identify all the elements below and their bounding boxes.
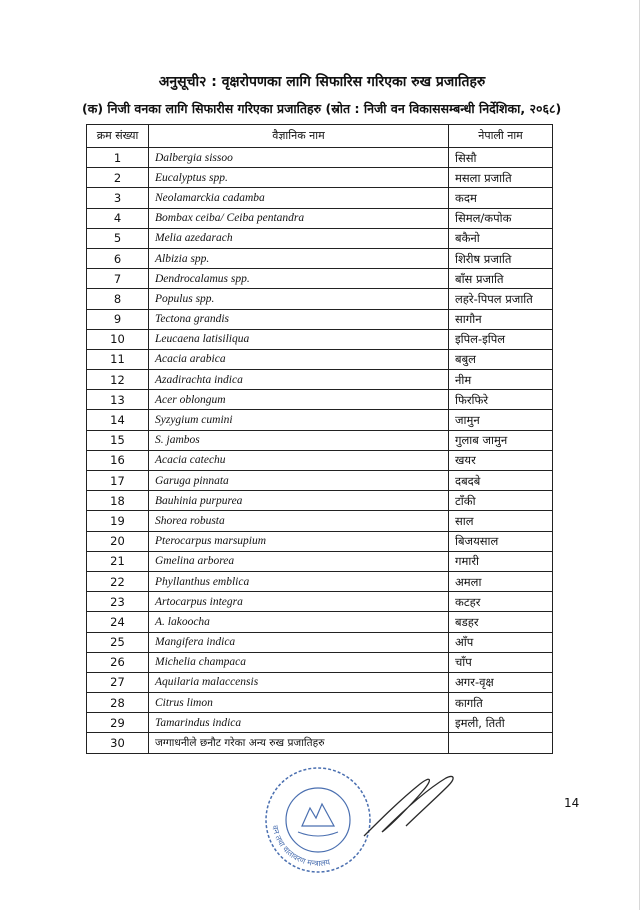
nepali-name-cell: सिसौ (449, 148, 553, 168)
nepali-name-cell: गुलाब जामुन (449, 430, 553, 450)
document-subtitle: (क) निजी वनका लागि सिफारीस गरिएका प्रजातिहरु (स्रोत : निजी वन विकाससम्बन्धी निर्देशिका, २०६८) (82, 101, 562, 116)
nepali-name-cell: कटहर (449, 592, 553, 612)
nepali-name-cell: बिजयसाल (449, 531, 553, 551)
nepali-name-cell: नीम (449, 370, 553, 390)
serial-number-cell: 4 (87, 208, 149, 228)
nepali-name-cell: बडहर (449, 612, 553, 632)
table-row (87, 652, 553, 672)
table-row (87, 672, 553, 692)
nepali-name-cell: टाँकी (449, 491, 553, 511)
scientific-name-cell: Tectona grandis (149, 309, 449, 329)
scientific-name-cell: Acacia catechu (149, 450, 449, 470)
table-row (87, 471, 553, 491)
serial-number-cell: 12 (87, 370, 149, 390)
page-number: 14 (564, 796, 580, 810)
page-edge (639, 0, 640, 910)
table-row (87, 511, 553, 531)
nepali-name-cell: सागौन (449, 309, 553, 329)
serial-number-cell: 28 (87, 693, 149, 713)
serial-number-cell: 21 (87, 551, 149, 571)
table-body (87, 148, 553, 754)
serial-number-cell: 24 (87, 612, 149, 632)
table-row (87, 430, 553, 450)
table-row (87, 329, 553, 349)
scientific-name-cell: S. jambos (149, 430, 449, 450)
serial-number-cell: 2 (87, 168, 149, 188)
nepali-name-cell: फिरफिरे (449, 390, 553, 410)
header-serial: क्रम संख्या (87, 125, 149, 148)
serial-number-cell: 1 (87, 148, 149, 168)
nepali-name-cell: मसला प्रजाति (449, 168, 553, 188)
serial-number-cell: 11 (87, 349, 149, 369)
table-row (87, 733, 553, 753)
table-row (87, 370, 553, 390)
nepali-name-cell: बकैनो (449, 228, 553, 248)
scientific-name-cell: Eucalyptus spp. (149, 168, 449, 188)
document-title: अनुसूची२ : वृक्षरोपणका लागि सिफारिस गरिएका रुख प्रजातिहरु (158, 74, 486, 90)
nepali-name-cell: बबुल (449, 349, 553, 369)
serial-number-cell: 26 (87, 652, 149, 672)
header-scientific-name: वैज्ञानिक नाम (149, 125, 449, 148)
table-row (87, 632, 553, 652)
scientific-name-cell: Albizia spp. (149, 248, 449, 268)
serial-number-cell: 27 (87, 672, 149, 692)
table-row (87, 571, 553, 591)
serial-number-cell: 17 (87, 471, 149, 491)
table-row (87, 289, 553, 309)
serial-number-cell: 9 (87, 309, 149, 329)
serial-number-cell: 30 (87, 733, 149, 753)
table-row (87, 148, 553, 168)
serial-number-cell: 14 (87, 410, 149, 430)
nepali-name-cell: साल (449, 511, 553, 531)
scientific-name-cell: Pterocarpus marsupium (149, 531, 449, 551)
nepali-name-cell: अगर-वृक्ष (449, 672, 553, 692)
scientific-name-cell: Bombax ceiba/ Ceiba pentandra (149, 208, 449, 228)
nepali-name-cell: कागति (449, 693, 553, 713)
nepali-name-cell: खयर (449, 450, 553, 470)
scientific-name-cell: Leucaena latisiliqua (149, 329, 449, 349)
nepali-name-cell: शिरीष प्रजाति (449, 248, 553, 268)
nepali-name-cell: बाँस प्रजाति (449, 269, 553, 289)
serial-number-cell: 3 (87, 188, 149, 208)
scientific-name-cell: Mangifera indica (149, 632, 449, 652)
nepali-name-cell: गमारी (449, 551, 553, 571)
table-row (87, 188, 553, 208)
serial-number-cell: 5 (87, 228, 149, 248)
table-row (87, 693, 553, 713)
scientific-name-cell: Shorea robusta (149, 511, 449, 531)
scientific-name-cell: Melia azedarach (149, 228, 449, 248)
serial-number-cell: 23 (87, 592, 149, 612)
serial-number-cell: 20 (87, 531, 149, 551)
header-nepali-name: नेपाली नाम (449, 125, 553, 148)
species-table (86, 124, 553, 754)
nepali-name-cell: सिमल/कपोक (449, 208, 553, 228)
scientific-name-cell: Michelia champaca (149, 652, 449, 672)
scientific-name-cell: Tamarindus indica (149, 713, 449, 733)
scientific-name-cell: Populus spp. (149, 289, 449, 309)
table-row (87, 612, 553, 632)
svg-text:वन तथा वातावरण मन्त्रालय: वन तथा वातावरण मन्त्रालय (270, 824, 331, 869)
scientific-name-cell: Acacia arabica (149, 349, 449, 369)
serial-number-cell: 25 (87, 632, 149, 652)
nepali-name-cell: अमला (449, 571, 553, 591)
scientific-name-cell: जग्गाधनीले छनौट गरेका अन्य रुख प्रजातिहरु (149, 733, 449, 753)
serial-number-cell: 16 (87, 450, 149, 470)
scientific-name-cell: Dalbergia sissoo (149, 148, 449, 168)
table-row (87, 228, 553, 248)
table-row (87, 269, 553, 289)
table-row (87, 531, 553, 551)
scientific-name-cell: Acer oblongum (149, 390, 449, 410)
nepali-name-cell: लहरे-पिपल प्रजाति (449, 289, 553, 309)
serial-number-cell: 22 (87, 571, 149, 591)
scientific-name-cell: Bauhinia purpurea (149, 491, 449, 511)
scientific-name-cell: Neolamarckia cadamba (149, 188, 449, 208)
table-row (87, 592, 553, 612)
nepali-name-cell: इमली, तिती (449, 713, 553, 733)
scientific-name-cell: Syzygium cumini (149, 410, 449, 430)
serial-number-cell: 6 (87, 248, 149, 268)
serial-number-cell: 18 (87, 491, 149, 511)
serial-number-cell: 15 (87, 430, 149, 450)
nepali-name-cell (449, 733, 553, 753)
table-row (87, 551, 553, 571)
table-row (87, 491, 553, 511)
table-row (87, 410, 553, 430)
scientific-name-cell: A. lakoocha (149, 612, 449, 632)
serial-number-cell: 29 (87, 713, 149, 733)
table-row (87, 208, 553, 228)
serial-number-cell: 8 (87, 289, 149, 309)
signature (360, 770, 470, 840)
serial-number-cell: 7 (87, 269, 149, 289)
table-row (87, 450, 553, 470)
scientific-name-cell: Artocarpus integra (149, 592, 449, 612)
serial-number-cell: 19 (87, 511, 149, 531)
table-row (87, 248, 553, 268)
nepali-name-cell: दबदबे (449, 471, 553, 491)
table-header-row (87, 125, 553, 148)
scientific-name-cell: Dendrocalamus spp. (149, 269, 449, 289)
scientific-name-cell: Phyllanthus emblica (149, 571, 449, 591)
scientific-name-cell: Garuga pinnata (149, 471, 449, 491)
scientific-name-cell: Aquilaria malaccensis (149, 672, 449, 692)
scientific-name-cell: Gmelina arborea (149, 551, 449, 571)
serial-number-cell: 13 (87, 390, 149, 410)
table-row (87, 309, 553, 329)
table-row (87, 168, 553, 188)
nepali-name-cell: कदम (449, 188, 553, 208)
scientific-name-cell: Citrus limon (149, 693, 449, 713)
table-row (87, 390, 553, 410)
table-row (87, 349, 553, 369)
table-row (87, 713, 553, 733)
nepali-name-cell: जामुन (449, 410, 553, 430)
nepali-name-cell: आँप (449, 632, 553, 652)
serial-number-cell: 10 (87, 329, 149, 349)
nepali-name-cell: चाँप (449, 652, 553, 672)
nepali-name-cell: इपिल-इपिल (449, 329, 553, 349)
scientific-name-cell: Azadirachta indica (149, 370, 449, 390)
